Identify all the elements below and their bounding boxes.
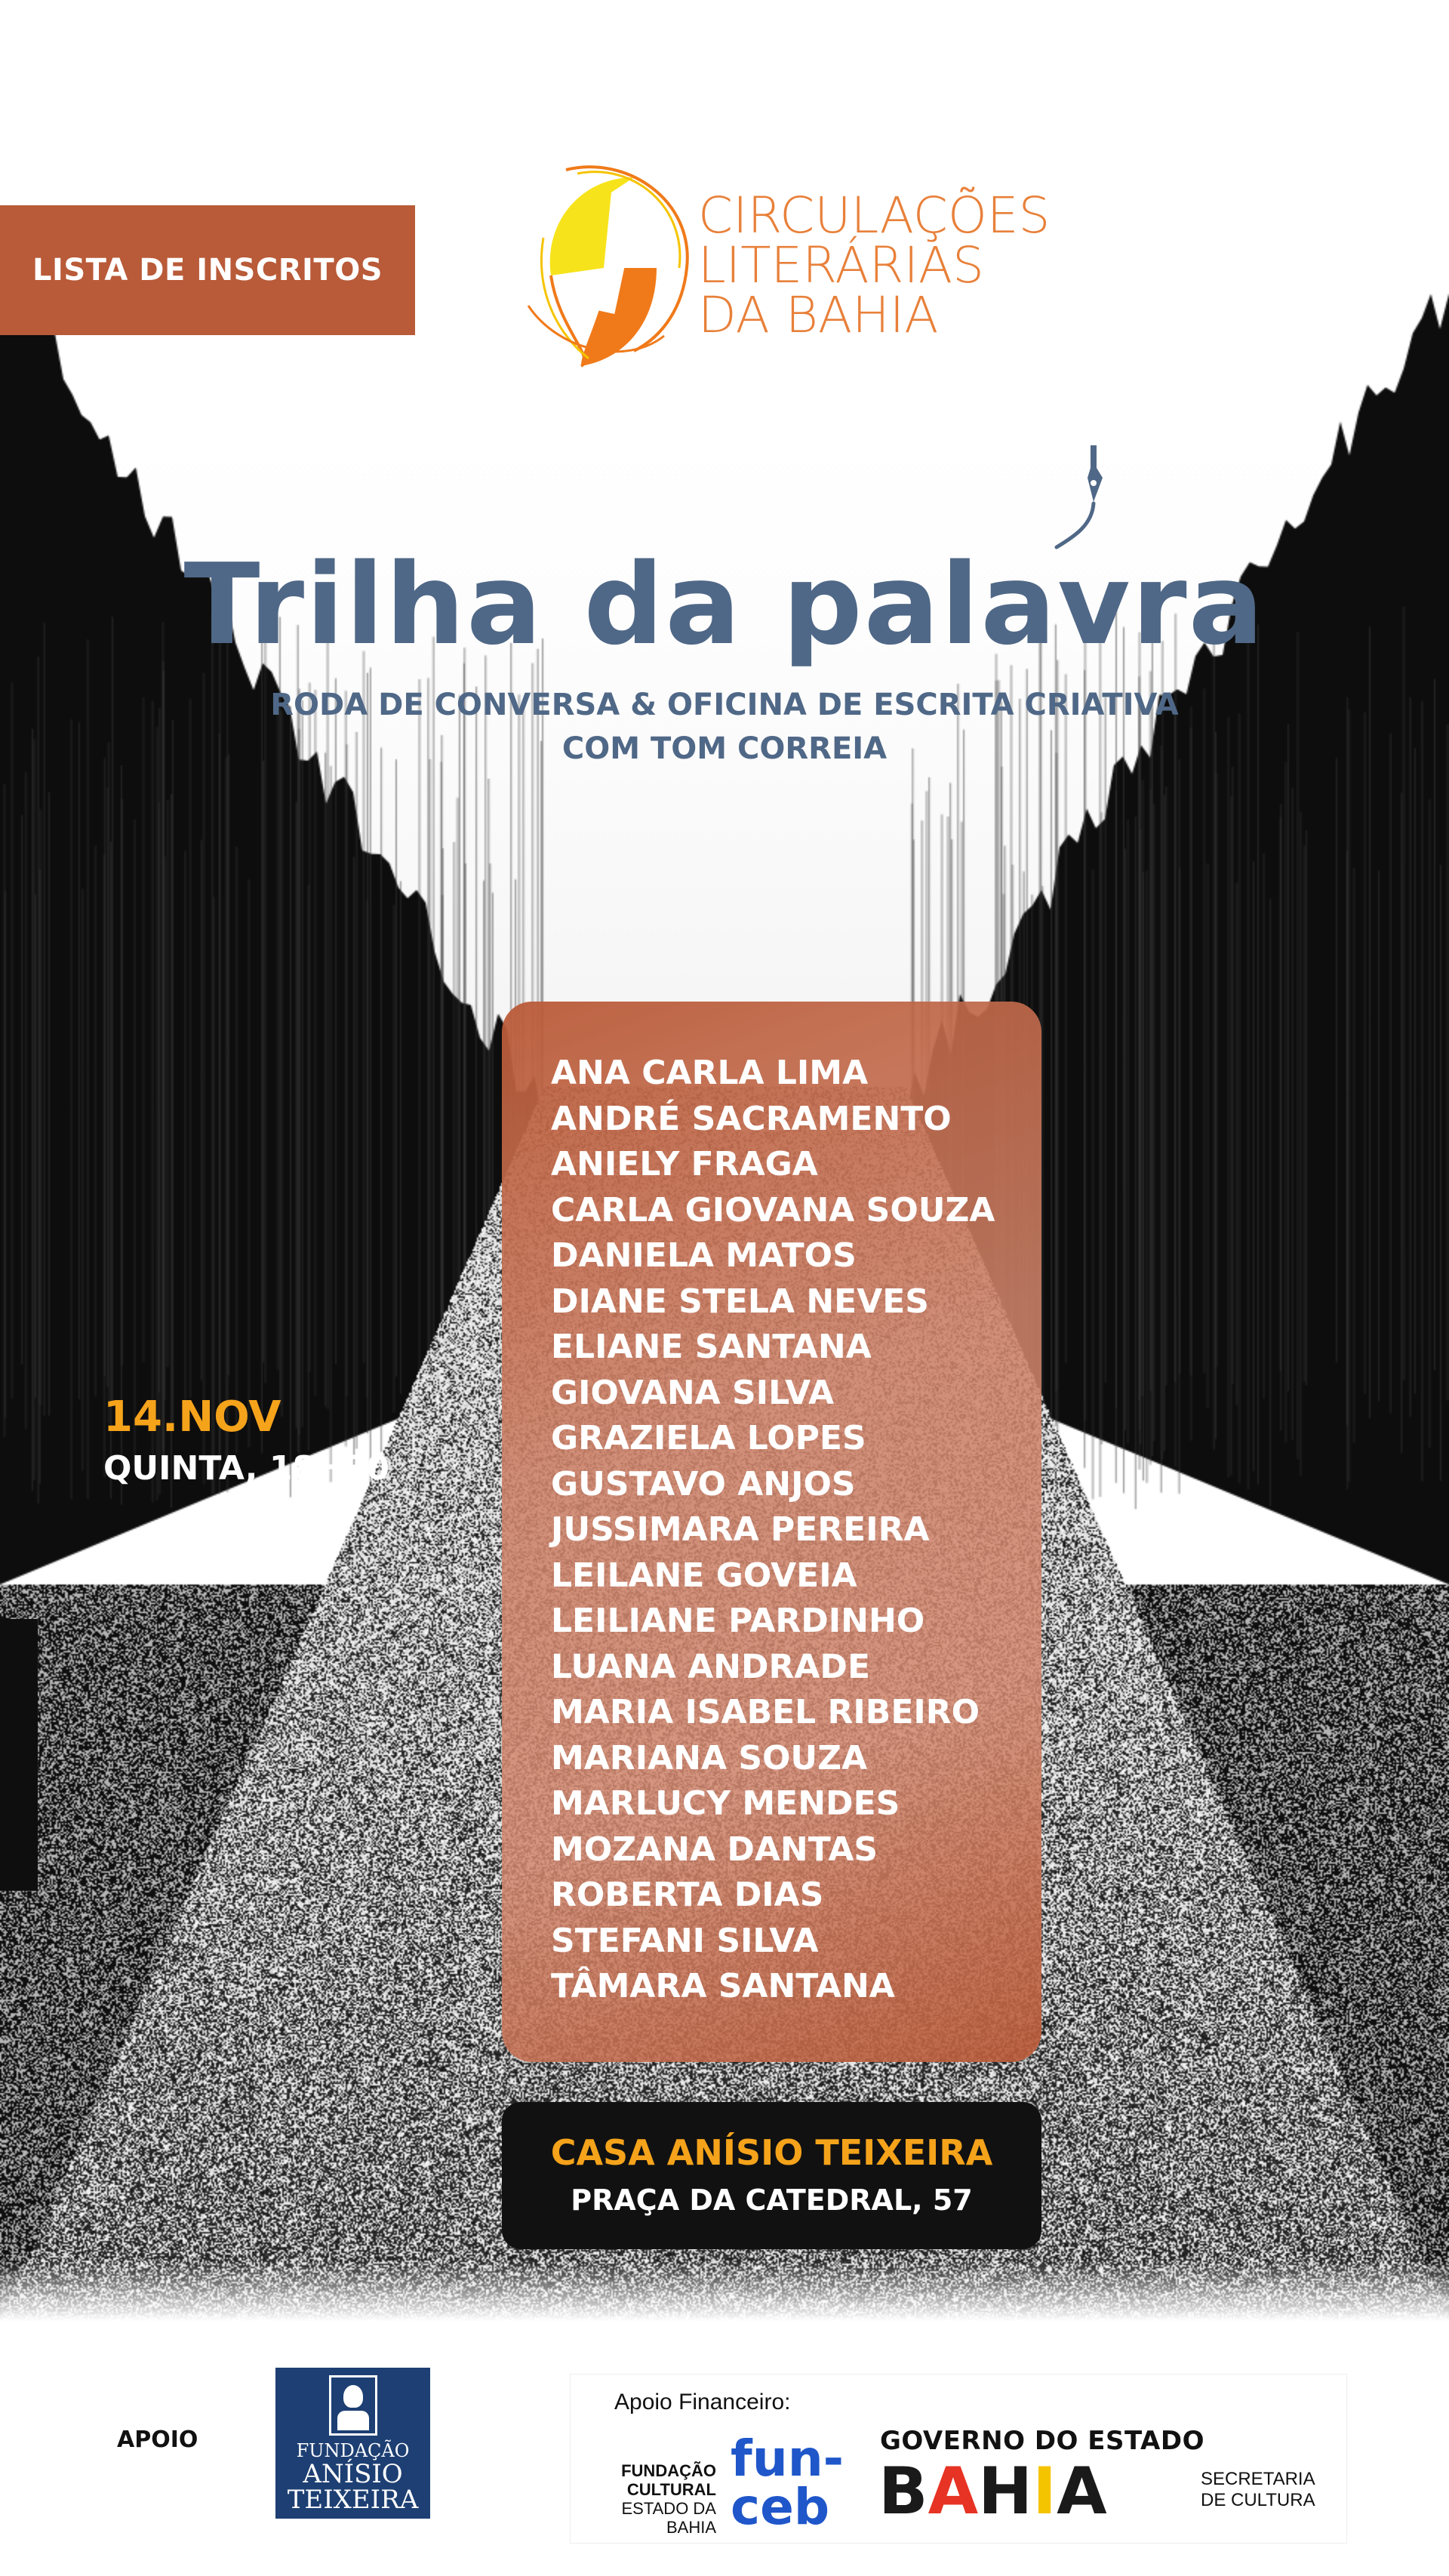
funceb-line-4: BAHIA	[666, 2518, 716, 2537]
funceb-logo-line-2: ceb	[731, 2478, 830, 2536]
bahia-letter: B	[878, 2454, 928, 2529]
logo-text	[698, 186, 1051, 344]
venue-box	[502, 2102, 1041, 2249]
funceb-line-1: FUNDAÇÃO	[621, 2461, 716, 2480]
logo-line-2: LITERÁRIAS	[698, 236, 984, 294]
event-subtitle	[0, 683, 1449, 771]
circulacoes-logo	[521, 155, 1109, 381]
fundacao-anisio-teixeira-logo	[275, 2368, 430, 2519]
secretaria-line-1: SECRETARIA	[1201, 2469, 1315, 2489]
secretaria-cultura	[1201, 2469, 1315, 2511]
date-day: 14.NOV	[103, 1393, 281, 1442]
registrant-name: ANIELY FRAGA	[551, 1145, 818, 1183]
bahia-letter: H	[978, 2454, 1033, 2529]
fat-line-1: FUNDAÇÃO	[296, 2440, 410, 2461]
registrant-name: STEFANI SILVA	[551, 1921, 819, 1960]
venue-address: PRAÇA DA CATEDRAL, 57	[571, 2184, 973, 2217]
registrant-name: LEILANE GOVEIA	[551, 1556, 857, 1595]
registrant-name: GUSTAVO ANJOS	[551, 1464, 856, 1503]
logo-line-1: CIRCULAÇÕES	[698, 186, 1051, 245]
apoio-label: APOIO	[117, 2427, 198, 2453]
registrant-name: ROBERTA DIAS	[551, 1876, 824, 1914]
registrant-name: ANDRÉ SACRAMENTO	[551, 1099, 952, 1138]
registrant-name: ELIANE SANTANA	[551, 1328, 872, 1366]
funceb-line-3: ESTADO DA	[621, 2499, 716, 2518]
registrants-list	[551, 1051, 1041, 2010]
portrait-emblem-icon	[329, 2375, 377, 2436]
government-title: GOVERNO DO ESTADO	[880, 2426, 1204, 2456]
registrant-name: DANIELA MATOS	[551, 1236, 857, 1275]
book-swirl-icon	[521, 155, 702, 381]
footer	[0, 2321, 1449, 2576]
fountain-pen-icon	[1053, 442, 1128, 555]
bahia-letter: A	[1057, 2454, 1107, 2529]
registrant-name: TÂMARA SANTANA	[551, 1967, 895, 2005]
registrant-name: JUSSIMARA PEREIRA	[551, 1510, 930, 1549]
financial-support-label: Apoio Financeiro:	[614, 2390, 791, 2414]
registrants-list-tag	[0, 205, 415, 335]
subtitle-line-1: RODA DE CONVERSA & OFICINA DE ESCRITA CRIATIVA	[270, 688, 1179, 722]
subtitle-line-2: COM TOM CORREIA	[561, 731, 888, 766]
registrant-name: MARIANA SOUZA	[551, 1738, 868, 1777]
funceb-text	[614, 2461, 716, 2537]
funceb-line-2: CULTURAL	[626, 2480, 716, 2499]
registrant-name: MOZANA DANTAS	[551, 1830, 878, 1869]
funceb-logo-line-1: fun-	[731, 2430, 844, 2488]
financial-support-box	[570, 2374, 1347, 2544]
tag-label: LISTA DE INSCRITOS	[32, 253, 383, 288]
date-time: QUINTA, 18H30	[103, 1449, 390, 1488]
secretaria-line-2: DE CULTURA	[1201, 2490, 1315, 2510]
event-title: Trilha da palavra	[183, 540, 1266, 669]
registrant-name: GIOVANA SILVA	[551, 1373, 835, 1412]
bahia-letter: I	[1032, 2454, 1057, 2529]
registrant-name: GRAZIELA LOPES	[551, 1419, 866, 1457]
logo-line-3: DA BAHIA	[698, 286, 939, 344]
bahia-letter: A	[928, 2454, 979, 2529]
registrant-name: MARIA ISABEL RIBEIRO	[551, 1693, 980, 1731]
bahia-logo	[878, 2454, 1107, 2529]
side-bar-decoration	[0, 1619, 38, 1891]
venue-name: CASA ANÍSIO TEIXEIRA	[550, 2132, 993, 2173]
registrant-name: DIANE STELA NEVES	[551, 1282, 929, 1321]
registrant-name: ANA CARLA LIMA	[551, 1054, 869, 1092]
registrants-panel	[502, 1002, 1041, 2062]
registrant-name: LEILIANE PARDINHO	[551, 1602, 925, 1640]
registrant-name: CARLA GIOVANA SOUZA	[551, 1190, 995, 1230]
registrant-name: MARLUCY MENDES	[551, 1784, 900, 1823]
registrant-name: LUANA ANDRADE	[551, 1647, 871, 1686]
fat-line-3: TEIXEIRA	[287, 2485, 419, 2515]
funceb-logo	[731, 2430, 844, 2536]
event-date	[103, 1393, 389, 1488]
fat-line-2: ANÍSIO	[303, 2459, 403, 2489]
